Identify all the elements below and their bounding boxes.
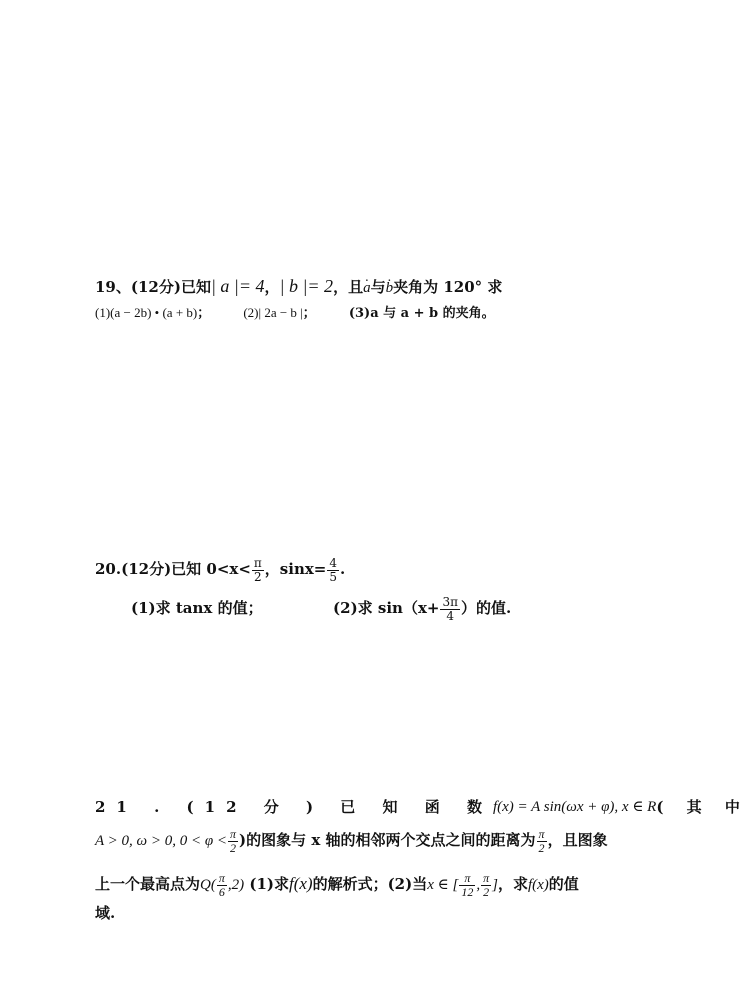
p21-two: 2 — [230, 840, 237, 855]
p19-angle: 夹角为 120° 求 — [393, 278, 503, 296]
p21-cond: A > 0, ω > 0, 0 < φ < — [95, 833, 228, 850]
p20-pi: π — [253, 556, 262, 570]
p20-frac-pi-2 — [252, 557, 264, 583]
p21-frac-pi-6 — [217, 872, 227, 898]
p20-sinx: ，sinx= — [264, 560, 327, 579]
p20-five: 5 — [329, 569, 337, 584]
p21-paren: ( 其 中 — [656, 798, 749, 816]
problem-20-line2 — [131, 596, 511, 622]
p19-vec-a: · a — [363, 281, 371, 296]
p19-intro: 19、(12分)已知 — [95, 278, 211, 296]
p21-pi5: π — [483, 871, 490, 885]
problem-21-line2 — [95, 828, 608, 854]
p20-part2b: ）的值. — [461, 599, 512, 618]
problem-21-line3 — [95, 872, 579, 898]
p21-comma: , — [476, 877, 481, 894]
p21-frac-pi-12 — [459, 872, 475, 898]
p20-four2: 4 — [446, 608, 455, 623]
p21-two2: 2 — [538, 840, 545, 855]
p21-ask1b: 的解析式；(2)当 — [312, 875, 428, 894]
p19-with: 与 — [370, 278, 386, 296]
p21-ask2b: 的值 — [548, 875, 579, 894]
p21-fx: f(x) — [288, 874, 313, 894]
p21-two3: 2 — [483, 884, 490, 899]
p20-two: 2 — [254, 569, 262, 584]
p21-pi3: π — [218, 871, 225, 885]
p19-comma: ， — [264, 278, 280, 296]
p19-b-abs: | b |= 2 — [279, 276, 334, 296]
p21-tail: ，且图象 — [547, 831, 608, 850]
p19-vec-b: · b — [386, 281, 394, 296]
p19-cond: ，且 — [333, 278, 364, 296]
p19-a-abs: | a |= 4 — [210, 276, 265, 296]
p21-mid: )的图象与 x 轴的相邻两个交点之间的距离为 — [239, 831, 536, 850]
p19-sep2: ； — [302, 306, 316, 321]
p21-intro: 21 . (12 分 ) 已 知 函 数 — [95, 798, 493, 816]
p20-part1: (1)求 tanx 的值； — [131, 599, 263, 618]
p21-pi2: π — [538, 827, 545, 841]
p21-xin: x ∈ [ — [427, 877, 459, 894]
p20-intro: 20.(12分)已知 0<x< — [95, 560, 251, 579]
p19-part3: (3)a 与 a + b 的夹角。 — [348, 306, 495, 321]
p21-frac-pi-2c — [481, 872, 491, 898]
problem-19-line1 — [95, 277, 502, 296]
p20-frac-3pi-4 — [440, 596, 460, 622]
p21-fx2: f(x) — [527, 877, 549, 894]
problem-21-line4 — [95, 906, 115, 921]
p21-frac-pi-2 — [228, 828, 238, 854]
p20-part2a: (2)求 sin（x+ — [333, 599, 440, 618]
problem-19-line2 — [95, 306, 495, 320]
problem-21-line1 — [95, 798, 749, 816]
p21-func: f(x) = A sin(ωx + φ), x ∈ R — [492, 799, 657, 815]
p21-twelve: 12 — [461, 884, 474, 899]
p21-ask2: ，求 — [497, 875, 528, 894]
p21-ask1: (1)求 — [249, 875, 289, 894]
p19-part1: (1)(a − 2b) • (a + b) — [95, 305, 198, 320]
p21-six: 6 — [218, 884, 225, 899]
p21-pi: π — [230, 827, 237, 841]
problem-20-line1 — [95, 557, 345, 583]
p21-pi4: π — [459, 872, 475, 886]
p21-q: Q( — [200, 877, 216, 894]
p21-frac-pi-2b — [537, 828, 547, 854]
p19-sep1: ； — [197, 306, 211, 321]
p20-period: . — [340, 560, 346, 579]
p21-line3a: 上一个最高点为 — [95, 875, 201, 894]
p19-part2: (2)| 2a − b | — [243, 305, 303, 320]
p20-threepi: 3π — [442, 595, 458, 609]
p21-close: ] — [492, 877, 498, 894]
p21-line4: 域. — [95, 904, 116, 922]
p20-frac-4-5 — [327, 557, 339, 583]
p21-q2: ,2) — [227, 877, 245, 894]
p20-four: 4 — [329, 556, 337, 570]
